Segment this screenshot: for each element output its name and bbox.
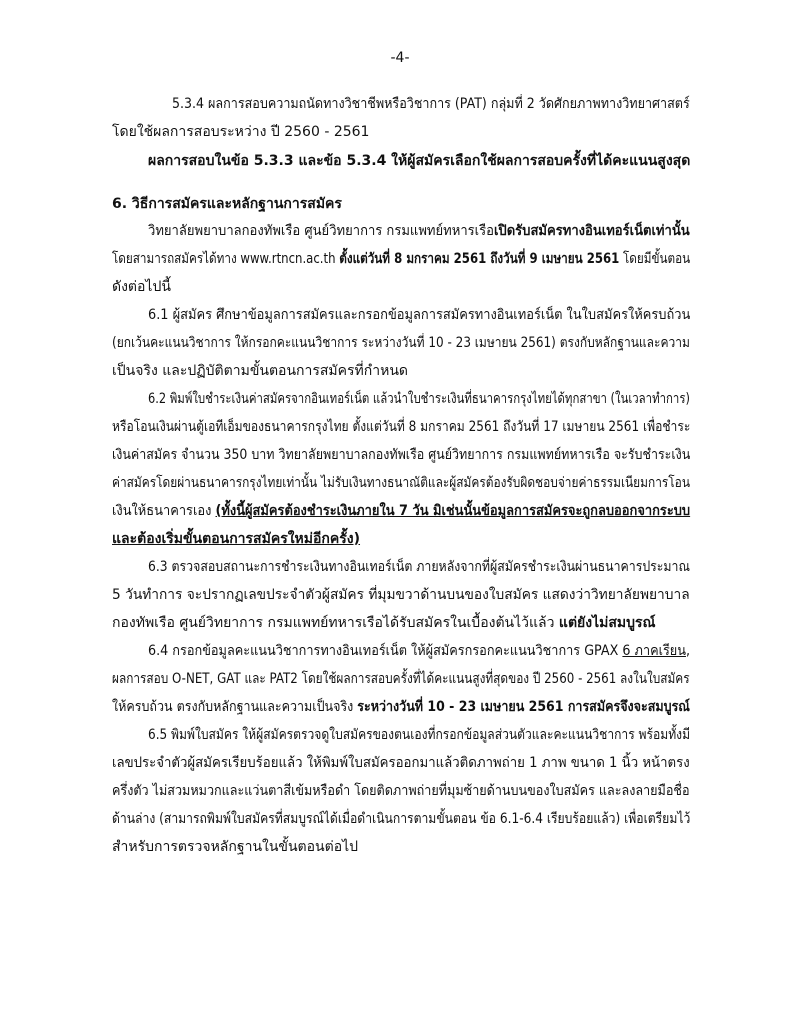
item-64-semesters: 6 ภาคเรียน [622,643,686,659]
intro-internet-only: เปิดรับสมัครทางอินเทอร์เน็ตเท่านั้น [493,223,690,239]
item-62-line2: หรือโอนเงินผ่านตู้เอทีเอ็มของธนาคารกรุงไทย ตั้งแต่วันที่ 8 มกราคม 2561 ถึงวันที่ 17 เมษายน 2561 เพื่อชำระ [112,419,691,435]
intro-line2 [112,249,690,269]
item-62-warning: (ทั้งนี้ผู้สมัครต้องชำระเงินภายใน 7 วัน มิเช่นนั้นข้อมูลการสมัครจะถูกลบออกจากระบบ [215,503,691,519]
item-63-line2: 5 วันทำการ จะปรากฏเลขประจำตัวผู้สมัคร ที่มุมขวาด้านบนของใบสมัคร แสดงว่าวิทยาลัยพยาบาล [112,587,690,603]
item-63-text: กองทัพเรือ ศูนย์วิทยาการ กรมแพทย์ทหารเรือได้รับสมัครในเบื้องต้นไว้แล้ว [112,615,559,631]
intro-line1 [148,221,690,241]
item-534-note: ผลการสอบในข้อ 5.3.3 และข้อ 5.3.4 ให้ผู้สมัครเลือกใช้ผลการสอบครั้งที่ได้คะแนนสูงสุด [148,153,691,169]
item-64-text: 6.4 กรอกข้อมูลคะแนนวิชาการทางอินเทอร์เน็ต ให้ผู้สมัครกรอกคะแนนวิชาการ GPAX [148,643,623,659]
item-62-line3: เงินค่าสมัคร จำนวน 350 บาท วิทยาลัยพยาบาลกองทัพเรือ ศูนย์วิทยาการ กรมแพทย์ทหารเรือ จะรับชำระเงิน [112,447,691,463]
intro-url-text: โดยสามารถสมัครได้ทาง www.rtncn.ac.th [112,251,340,267]
intro-steps-text: โดยมีขั้นตอน [619,251,691,267]
item-534-line1: 5.3.4 ผลการสอบความถนัดทางวิชาชีพหรือวิชาการ (PAT) กลุ่มที่ 2 วัดศักยภาพทางวิทยาศาสตร์ [172,96,690,112]
item-64-comma: , [685,643,691,659]
page-number: -4- [390,50,410,66]
item-64-line2: ผลการสอบ O-NET, GAT และ PAT2 โดยใช้ผลการสอบครั้งที่ได้คะแนนสูงที่สุดของ ปี 2560 - 2561 ลงในใบสมัคร [112,671,690,687]
item-64-line3 [112,697,690,717]
item-62-line1: 6.2 พิมพ์ใบชำระเงินค่าสมัครจากอินเทอร์เน็ต แล้วนำใบชำระเงินที่ธนาคารกรุงไทยได้ทุกสาขา (ในเวลาทำการ) [148,391,690,407]
item-65-line3: ครึ่งตัว ไม่สวมหมวกและแว่นตาสีเข้มหรือดำ โดยติดภาพถ่ายที่มุมซ้ายด้านบนของใบสมัคร และลงลายมือชื่อ [112,783,690,799]
item-62-warning-cont: และต้องเริ่มขั้นตอนการสมัครใหม่อีกครั้ง) [112,531,361,547]
intro-text: วิทยาลัยพยาบาลกองทัพเรือ ศูนย์วิทยาการ กรมแพทย์ทหารเรือ [148,223,494,239]
item-61-line1: 6.1 ผู้สมัคร ศึกษาข้อมูลการสมัครและกรอกข้อมูลการสมัครทางอินเทอร์เน็ต ในใบสมัครให้ครบถ้วน [148,307,691,323]
item-61-line3: เป็นจริง และปฏิบัติตามขั้นตอนการสมัครที่กำหนด [112,363,409,379]
item-62-bank-text: เงินให้ธนาคารเอง [112,503,216,519]
item-62-line4: ค่าสมัครโดยผ่านธนาคารกรุงไทยเท่านั้น ไม่รับเงินทางธนาณัติและผู้สมัครต้องรับผิดชอบจ่ายค่าธรรมเนียมการโอน [112,475,690,491]
item-61-line2: (ยกเว้นคะแนนวิชาการ ให้กรอกคะแนนวิชาการ ระหว่างวันที่ 10 - 23 เมษายน 2561) ตรงกับหลักฐานและความ [112,335,690,351]
item-63-line1: 6.3 ตรวจสอบสถานะการชำระเงินทางอินเทอร์เน็ต ภายหลังจากที่ผู้สมัครชำระเงินผ่านธนาคารประมาณ [148,559,690,575]
item-64-line1 [148,641,690,661]
item-534-line2: โดยใช้ผลการสอบระหว่าง ปี 2560 - 2561 [112,124,370,140]
item-64-complete-text: ให้ครบถ้วน ตรงกับหลักฐานและความเป็นจริง [112,699,358,715]
intro-line3: ดังต่อไปนี้ [112,279,171,295]
item-63-incomplete: แต่ยังไม่สมบูรณ์ [558,615,656,631]
item-63-line3 [112,613,656,633]
item-65-line5: สำหรับการตรวจหลักฐานในขั้นตอนต่อไป [112,839,359,855]
item-62-line5 [112,501,690,521]
item-65-line2: เลขประจำตัวผู้สมัครเรียบร้อยแล้ว ให้พิมพ์ใบสมัครออกมาแล้วติดภาพถ่าย 1 ภาพ ขนาด 1 นิ้ว หน้าตรง [112,755,690,771]
intro-dates: ตั้งแต่วันที่ 8 มกราคม 2561 ถึงวันที่ 9 เมษายน 2561 [339,251,620,267]
item-64-dates: ระหว่างวันที่ 10 - 23 เมษายน 2561 การสมัครจึงจะสมบูรณ์ [357,699,690,715]
item-65-line4: ด้านล่าง (สามารถพิมพ์ใบสมัครที่สมบูรณ์ได้เมื่อดำเนินการตามขั้นตอน ข้อ 6.1-6.4 เรียบร้อยแล้ว) เพื่อเตรียมไว้ [112,811,691,827]
section-6-heading: 6. วิธีการสมัครและหลักฐานการสมัคร [112,196,342,212]
item-65-line1: 6.5 พิมพ์ใบสมัคร ให้ผู้สมัครตรวจดูใบสมัครของตนเองที่กรอกข้อมูลส่วนตัวและคะแนนวิชาการ พร้อมทั้งมี [148,727,691,743]
